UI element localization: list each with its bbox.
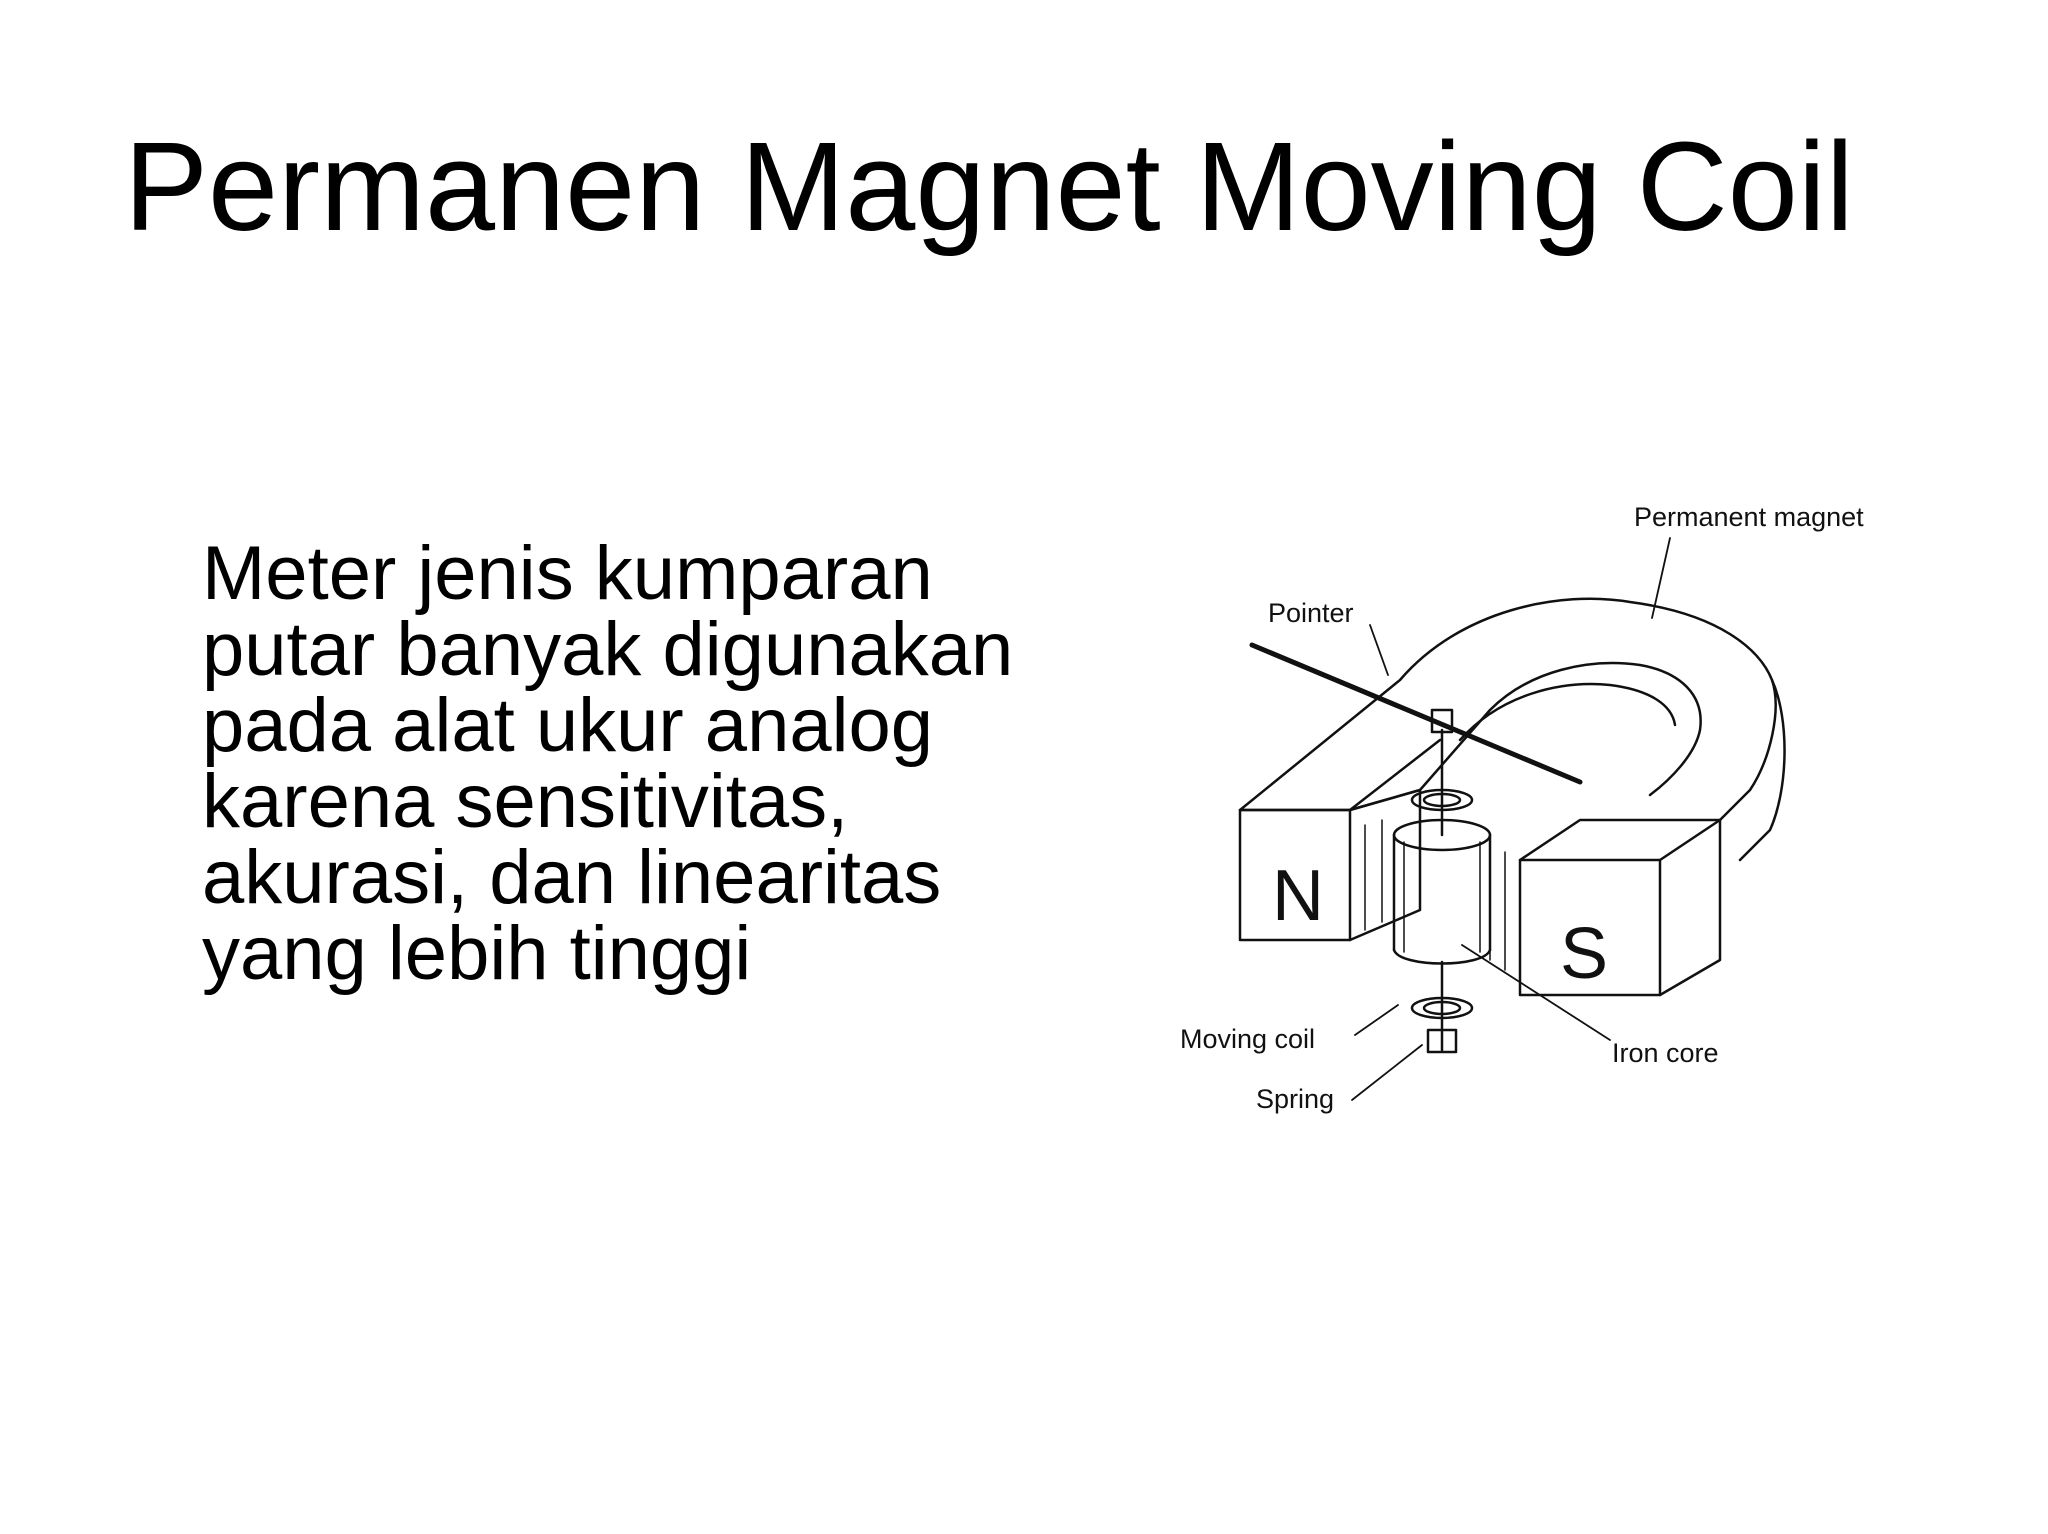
south-pole-block bbox=[1490, 820, 1720, 995]
slide-title: Permanen Magnet Moving Coil bbox=[124, 116, 1854, 257]
body-line: karena sensitivitas, bbox=[202, 759, 849, 844]
moving-coil-label: Moving coil bbox=[1180, 1024, 1316, 1054]
permanent-magnet-label: Permanent magnet bbox=[1634, 502, 1864, 532]
body-line: putar banyak digunakan bbox=[202, 607, 1014, 692]
body-line: pada alat ukur analog bbox=[202, 683, 934, 768]
diagram-svg bbox=[1160, 490, 1940, 1130]
iron-core-cylinder bbox=[1394, 820, 1490, 964]
iron-core-label: Iron core bbox=[1612, 1038, 1719, 1068]
south-pole-label: S bbox=[1560, 914, 1609, 994]
body-text bbox=[202, 531, 1102, 996]
body-line: akurasi, dan linearitas bbox=[202, 835, 942, 920]
spring-label: Spring bbox=[1256, 1084, 1335, 1114]
pointer-label: Pointer bbox=[1268, 598, 1354, 628]
body-line: yang lebih tinggi bbox=[202, 911, 752, 996]
moving-coil-diagram bbox=[1160, 490, 1940, 1130]
body-line: Meter jenis kumparan bbox=[202, 531, 933, 616]
north-pole-label: N bbox=[1272, 856, 1324, 936]
